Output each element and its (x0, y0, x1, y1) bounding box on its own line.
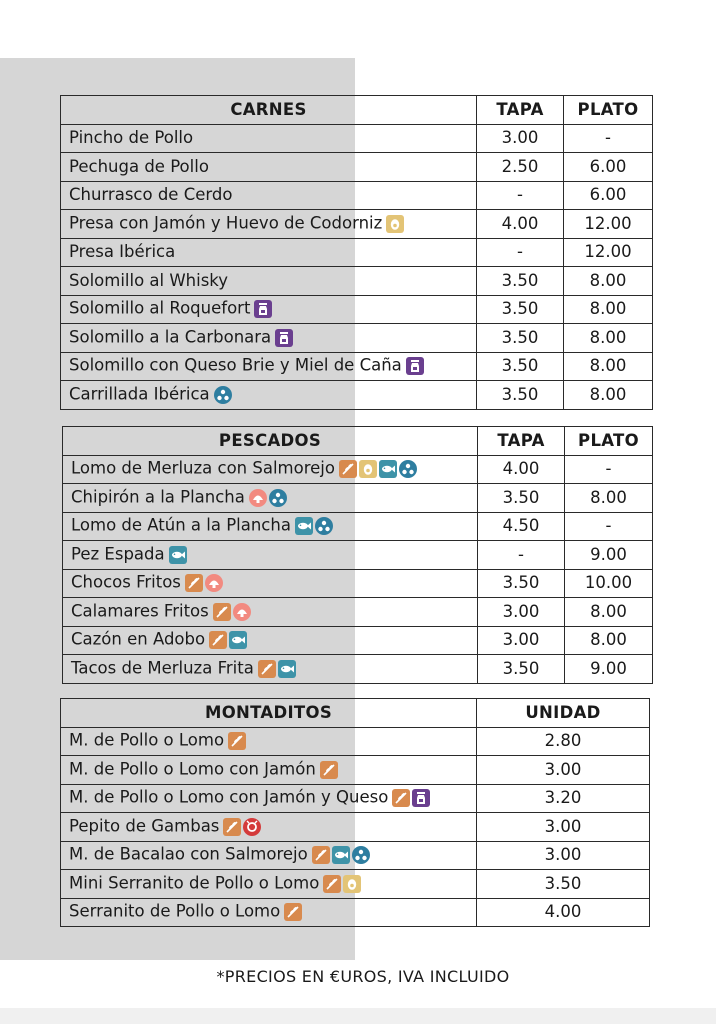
menu-item-row (61, 238, 653, 267)
price-tapa: - (478, 541, 565, 570)
price-tapa: 3.50 (478, 484, 565, 513)
price-plato: 8.00 (564, 267, 653, 296)
allergen-icons (247, 489, 287, 507)
menu-item-row (61, 153, 653, 182)
milk-icon (275, 329, 293, 347)
gluten-icon (209, 631, 227, 649)
price-plato: 9.00 (565, 541, 653, 570)
menu-item-cell (61, 870, 477, 899)
egg-icon (343, 875, 361, 893)
price-plato: 8.00 (565, 626, 653, 655)
menu-item-cell (63, 626, 478, 655)
price-tapa: 3.00 (478, 598, 565, 627)
price-tapa: 4.00 (477, 210, 564, 239)
allergen-icons (337, 460, 417, 478)
table-header-row (63, 427, 653, 456)
price-tapa: 3.50 (477, 352, 564, 381)
menu-item-cell (63, 484, 478, 513)
price-plato: 12.00 (564, 210, 653, 239)
menu-item-cell (61, 756, 477, 785)
price-tapa: 4.00 (478, 455, 565, 484)
allergen-icons (212, 386, 232, 404)
carnes-table (60, 95, 653, 410)
menu-item-cell (61, 841, 477, 870)
price-unidad: 3.00 (477, 756, 650, 785)
menu-item-cell (61, 181, 477, 210)
section-title: CARNES (61, 96, 477, 125)
menu-item-cell (61, 210, 477, 239)
allergen-icons (183, 574, 223, 592)
menu-item-row (63, 655, 653, 684)
menu-item-row (61, 324, 653, 353)
allergen-icons (404, 357, 424, 375)
menu-item-row (61, 727, 650, 756)
allergen-icons (390, 789, 430, 807)
dish-name: M. de Pollo o Lomo con Jamón y Queso (69, 787, 389, 807)
menu-item-row (61, 210, 653, 239)
menu-item-row (63, 484, 653, 513)
dish-name: Pechuga de Pollo (69, 156, 209, 176)
menu-item-cell (61, 267, 477, 296)
allergen-icons (293, 517, 333, 535)
menu-item-cell (61, 295, 477, 324)
egg-icon (386, 215, 404, 233)
menu-item-row (61, 181, 653, 210)
menu-item-cell (61, 784, 477, 813)
menu-item-row (61, 784, 650, 813)
gluten-icon (284, 903, 302, 921)
menu-item-cell (63, 569, 478, 598)
gluten-icon (320, 761, 338, 779)
menu-item-row (63, 598, 653, 627)
dish-name: Lomo de Merluza con Salmorejo (71, 458, 335, 478)
menu-item-row (61, 813, 650, 842)
fish-icon (332, 846, 350, 864)
menu-item-row (63, 541, 653, 570)
dish-name: Serranito de Pollo o Lomo (69, 901, 281, 921)
gluten-icon (223, 818, 241, 836)
gluten-icon (213, 603, 231, 621)
price-plato: 6.00 (564, 181, 653, 210)
menu-item-cell (61, 352, 477, 381)
dish-name: Pepito de Gambas (69, 816, 220, 836)
price-tapa: 2.50 (477, 153, 564, 182)
dish-name: Churrasco de Cerdo (69, 185, 233, 204)
price-tapa: 3.50 (477, 381, 564, 410)
price-plato: - (565, 512, 653, 541)
dish-name: Solomillo al Roquefort (69, 298, 251, 318)
gluten-icon (312, 846, 330, 864)
menu-item-row (63, 512, 653, 541)
fish-icon (295, 517, 313, 535)
milk-icon (412, 789, 430, 807)
menu-item-cell (61, 898, 477, 927)
gluten-icon (185, 574, 203, 592)
price-unidad: 3.00 (477, 813, 650, 842)
mollusc-icon (233, 603, 251, 621)
column-header-tapa: TAPA (477, 96, 564, 125)
dish-name: Chocos Fritos (71, 572, 181, 592)
column-header-unidad: UNIDAD (477, 699, 650, 728)
price-tapa: 3.50 (478, 569, 565, 598)
allergen-icons (211, 603, 251, 621)
price-plato: 8.00 (565, 484, 653, 513)
column-header-tapa: TAPA (478, 427, 565, 456)
dish-name: Pincho de Pollo (69, 128, 194, 147)
table-header-row (61, 699, 650, 728)
crustacean-icon (243, 818, 261, 836)
menu-item-cell (61, 324, 477, 353)
allergen-icons (310, 846, 370, 864)
allergen-icons (226, 732, 246, 750)
allergen-icons (282, 903, 302, 921)
section-title: MONTADITOS (61, 699, 477, 728)
price-unidad: 3.20 (477, 784, 650, 813)
milk-icon (254, 300, 272, 318)
menu-item-cell (61, 381, 477, 410)
fish-icon (229, 631, 247, 649)
menu-item-row (63, 455, 653, 484)
column-header-plato: PLATO (565, 427, 653, 456)
menu-item-row (61, 352, 653, 381)
menu-item-cell (61, 813, 477, 842)
dish-name: Calamares Fritos (71, 601, 209, 621)
menu-item-row (61, 870, 650, 899)
menu-item-row (61, 898, 650, 927)
sulfite-icon (315, 517, 333, 535)
dish-name: Presa con Jamón y Huevo de Codorniz (69, 213, 383, 233)
section-title: PESCADOS (63, 427, 478, 456)
gluten-icon (258, 660, 276, 678)
menu-item-cell (61, 124, 477, 153)
dish-name: Mini Serranito de Pollo o Lomo (69, 873, 320, 893)
menu-item-row (61, 381, 653, 410)
menu-item-cell (63, 541, 478, 570)
price-plato: 8.00 (564, 324, 653, 353)
table-header-row (61, 96, 653, 125)
menu-item-row (61, 267, 653, 296)
price-tapa: 4.50 (478, 512, 565, 541)
menu-item-row (63, 569, 653, 598)
dish-name: Solomillo con Queso Brie y Miel de Caña (69, 355, 402, 375)
sulfite-icon (399, 460, 417, 478)
sulfite-icon (352, 846, 370, 864)
gluten-icon (392, 789, 410, 807)
allergen-icons (256, 660, 296, 678)
dish-name: Presa Ibérica (69, 242, 176, 261)
price-unidad: 3.00 (477, 841, 650, 870)
price-footnote: *PRECIOS EN €UROS, IVA INCLUIDO (216, 967, 510, 986)
dish-name: Carrillada Ibérica (69, 384, 210, 404)
price-plato: 8.00 (564, 352, 653, 381)
dish-name: Solomillo a la Carbonara (69, 327, 272, 347)
dish-name: Tacos de Merluza Frita (71, 658, 254, 678)
sulfite-icon (269, 489, 287, 507)
dish-name: Cazón en Adobo (71, 629, 206, 649)
price-plato: 6.00 (564, 153, 653, 182)
dish-name: Chipirón a la Plancha (71, 487, 245, 507)
dish-name: Solomillo al Whisky (69, 270, 229, 290)
price-plato: 8.00 (565, 598, 653, 627)
menu-item-row (61, 756, 650, 785)
price-plato: 9.00 (565, 655, 653, 684)
allergen-icons (207, 631, 247, 649)
allergen-icons (273, 329, 293, 347)
dish-name: Pez Espada (71, 544, 165, 564)
menu-item-cell (61, 727, 477, 756)
allergen-icons (221, 818, 261, 836)
menu-item-cell (61, 153, 477, 182)
sulfite-icon (214, 386, 232, 404)
menu-item-row (61, 124, 653, 153)
allergen-icons (384, 215, 404, 233)
price-tapa: - (477, 238, 564, 267)
dish-name: Lomo de Atún a la Plancha (71, 515, 291, 535)
menu-item-cell (63, 655, 478, 684)
price-tapa: 3.50 (477, 324, 564, 353)
price-plato: 12.00 (564, 238, 653, 267)
menu-item-cell (61, 238, 477, 267)
menu-item-cell (63, 598, 478, 627)
mollusc-icon (205, 574, 223, 592)
price-unidad: 2.80 (477, 727, 650, 756)
mollusc-icon (249, 489, 267, 507)
dish-name: M. de Pollo o Lomo con Jamón (69, 759, 316, 779)
fish-icon (169, 546, 187, 564)
gluten-icon (339, 460, 357, 478)
price-plato: - (564, 124, 653, 153)
price-plato: 10.00 (565, 569, 653, 598)
price-plato: - (565, 455, 653, 484)
egg-icon (359, 460, 377, 478)
menu-item-cell (63, 455, 478, 484)
allergen-icons (252, 300, 272, 318)
dish-name: M. de Bacalao con Salmorejo (69, 844, 308, 864)
menu-item-cell (63, 512, 478, 541)
fish-icon (379, 460, 397, 478)
price-plato: 8.00 (564, 295, 653, 324)
bottom-strip (0, 1008, 716, 1024)
montaditos-table (60, 698, 650, 927)
price-tapa: 3.00 (478, 626, 565, 655)
price-plato: 8.00 (564, 381, 653, 410)
allergen-icons (321, 875, 361, 893)
gluten-icon (228, 732, 246, 750)
price-unidad: 4.00 (477, 898, 650, 927)
gluten-icon (323, 875, 341, 893)
menu-item-row (61, 295, 653, 324)
pescados-table (62, 426, 653, 684)
price-tapa: - (477, 181, 564, 210)
price-tapa: 3.50 (477, 267, 564, 296)
milk-icon (406, 357, 424, 375)
menu-item-row (61, 841, 650, 870)
price-tapa: 3.00 (477, 124, 564, 153)
price-tapa: 3.50 (477, 295, 564, 324)
allergen-icons (167, 546, 187, 564)
fish-icon (278, 660, 296, 678)
column-header-plato: PLATO (564, 96, 653, 125)
allergen-icons (318, 761, 338, 779)
price-unidad: 3.50 (477, 870, 650, 899)
dish-name: M. de Pollo o Lomo (69, 730, 225, 750)
price-tapa: 3.50 (478, 655, 565, 684)
menu-item-row (63, 626, 653, 655)
